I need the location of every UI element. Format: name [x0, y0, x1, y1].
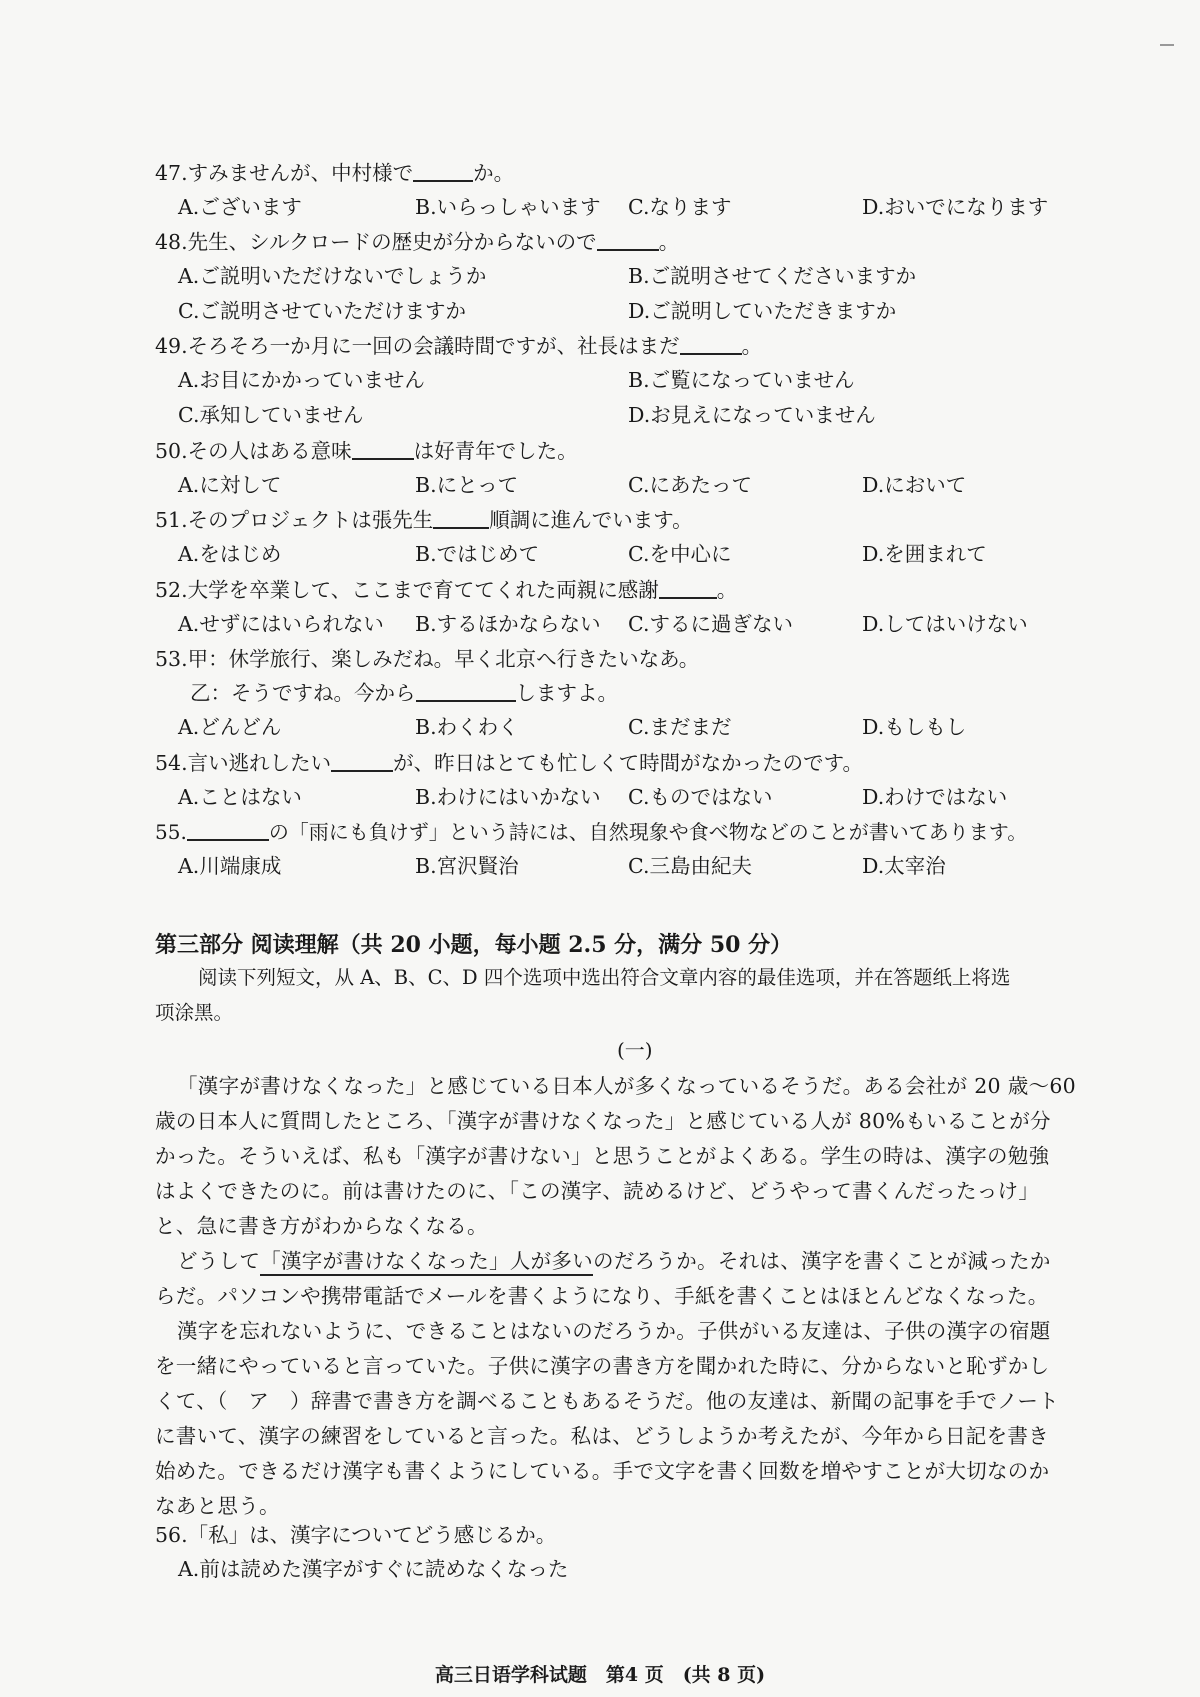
question-47-stem: 47.すみませんが、中村様で — [155, 161, 414, 185]
option-54-c: C.ものではない — [628, 785, 773, 809]
option-51-c: C.を中心に — [628, 542, 732, 566]
section-title: 第三部分 阅读理解（共 20 小题，每小题 2.5 分，满分 50 分） — [155, 932, 793, 958]
option-54-a: A.ことはない — [178, 785, 302, 809]
answer-blank — [413, 180, 473, 182]
option-48-b: B.ご説明させてくださいますか — [628, 264, 917, 288]
section-instructions-cont: 项涂黑。 — [155, 1001, 234, 1024]
passage-line: と、急に書き方がわからなくなる。 — [155, 1214, 488, 1238]
passage-line: らだ。パソコンや携帯電話でメールを書くようになり、手紙を書くことはほとんどなくなった。 — [155, 1284, 1049, 1308]
option-55-a: A.川端康成 — [178, 854, 282, 878]
question-56: 56.「私」は、漢字についてどう感じるか。 — [155, 1523, 557, 1547]
question-50-stem-end: は好青年でした。 — [413, 439, 578, 463]
section-instructions: 阅读下列短文，从 A、B、C、D 四个选项中选出符合文章内容的最佳选项，并在答题纸上将选 — [198, 966, 1011, 989]
option-53-d: D.もしもし — [862, 715, 967, 739]
option-50-c: C.にあたって — [628, 473, 752, 497]
answer-blank — [416, 700, 516, 702]
option-54-d: D.わけではない — [862, 785, 1008, 809]
option-52-b: B.するほかならない — [415, 612, 601, 636]
option-53-c: C.まだまだ — [628, 715, 732, 739]
question-52 — [155, 580, 737, 601]
option-54-b: B.わけにはいかない — [415, 785, 601, 809]
answer-blank — [680, 353, 742, 355]
option-55-d: D.太宰治 — [862, 854, 946, 878]
option-56-a: A.前は読めた漢字がすぐに読めなくなった — [178, 1557, 569, 1581]
option-49-c: C.承知していません — [178, 403, 364, 427]
passage-text: どうして — [177, 1249, 261, 1273]
question-49-stem: 49.そろそろ一か月に一回の会議時間ですが、社長はまだ — [155, 334, 680, 358]
option-50-d: D.において — [862, 473, 967, 497]
question-53-line2 — [190, 683, 618, 704]
passage-line: はよくできたのに。前は書けたのに、「この漢字、読めるけど、どうやって書くんだったっけ」 — [155, 1179, 1040, 1203]
option-49-d: D.お見えになっていません — [628, 403, 876, 427]
option-47-d: D.おいでになります — [862, 195, 1049, 219]
option-50-a: A.に対して — [178, 473, 282, 497]
option-51-a: A.をはじめ — [178, 542, 282, 566]
question-51 — [155, 510, 693, 531]
option-53-a: A.どんどん — [178, 715, 282, 739]
question-51-stem: 51.そのプロジェクトは張先生 — [155, 508, 434, 532]
corner-mark — [1160, 44, 1174, 46]
option-52-d: D.してはいけない — [862, 612, 1028, 636]
passage-line — [177, 1244, 1051, 1274]
question-49 — [155, 336, 762, 357]
question-51-stem-end: 順調に進んでいます。 — [489, 508, 693, 532]
option-53-b: B.わくわく — [415, 715, 519, 739]
option-49-a: A.お目にかかっていません — [178, 368, 425, 392]
option-47-b: B.いらっしゃいます — [415, 195, 601, 219]
question-50 — [155, 441, 578, 462]
option-52-a: A.せずにはいられない — [178, 612, 384, 636]
option-50-b: B.にとって — [415, 473, 519, 497]
passage-label: (一) — [617, 1038, 653, 1062]
answer-blank — [352, 458, 414, 460]
underlined-phrase: 「漢字が書けなくなった」人が多い — [260, 1249, 593, 1276]
option-47-c: C.なります — [628, 195, 732, 219]
option-52-c: C.するに過ぎない — [628, 612, 793, 636]
question-53-stem: 乙：そうですね。今から — [190, 681, 416, 705]
question-55-number: 55. — [155, 820, 187, 844]
option-48-c: C.ご説明させていただけますか — [178, 299, 466, 323]
answer-blank — [187, 839, 269, 841]
question-52-stem-end: 。 — [716, 578, 738, 602]
answer-blank — [659, 597, 717, 599]
option-48-d: D.ご説明していただきますか — [628, 299, 897, 323]
question-47-stem-end: か。 — [473, 161, 515, 185]
question-55-stem: の「雨にも負けず」という詩には、自然現象や食べ物などのことが書いてあります。 — [268, 820, 1028, 844]
question-48-stem: 48.先生、シルクロードの歴史が分からないので — [155, 230, 597, 254]
option-55-c: C.三島由紀夫 — [628, 854, 752, 878]
passage-line: に書いて、漢字の練習をしていると言った。私は、どうしようか考えたが、今年から日記を書き — [155, 1424, 1049, 1448]
answer-blank — [433, 527, 489, 529]
passage-line: 「漢字が書けなくなった」と感じている日本人が多くなっているそうだ。ある会社が 20 歳～60 — [177, 1074, 1077, 1098]
passage-line: 歳の日本人に質問したところ、「漢字が書けなくなった」と感じている人が 80%もいることが分 — [155, 1109, 1051, 1133]
question-54-stem-end: が、昨日はとても忙しくて時間がなかったのです。 — [393, 751, 863, 775]
passage-text: のだろうか。それは、漢字を書くことが減ったか — [593, 1249, 1051, 1273]
answer-blank — [331, 770, 393, 772]
passage-line: なあと思う。 — [155, 1494, 280, 1518]
question-48-stem-end: 。 — [658, 230, 680, 254]
option-48-a: A.ご説明いただけないでしょうか — [178, 264, 487, 288]
page-footer: 高三日语学科试题 第4 页 (共 8 页) — [434, 1664, 766, 1686]
option-47-a: A.ございます — [178, 195, 302, 219]
passage-line: 漢字を忘れないように、できることはないのだろうか。子供がいる友達は、子供の漢字の宿題 — [177, 1319, 1051, 1343]
passage-line: くて、（ ア ）辞書で書き方を調べることもあるそうだ。他の友達は、新聞の記事を手でノート — [155, 1389, 1059, 1413]
question-48 — [155, 232, 679, 253]
question-53: 53.甲：休学旅行、楽しみだね。早く北京へ行きたいなあ。 — [155, 647, 700, 671]
option-51-d: D.を囲まれて — [862, 542, 987, 566]
question-54 — [155, 753, 863, 774]
question-53-stem-end: しますよ。 — [515, 681, 618, 705]
question-49-stem-end: 。 — [741, 334, 763, 358]
question-52-stem: 52.大学を卒業して、ここまで育ててくれた両親に感謝 — [155, 578, 659, 602]
option-49-b: B.ご覧になっていません — [628, 368, 855, 392]
passage-line: を一緒にやっていると言っていた。子供に漢字の書き方を聞かれた時に、分からないと恥ずかし — [155, 1354, 1050, 1378]
passage-line: 始めた。できるだけ漢字も書くようにしている。手で文字を書く回数を増やすことが大切なのか — [155, 1459, 1050, 1483]
question-54-stem: 54.言い逃れしたい — [155, 751, 332, 775]
question-47 — [155, 163, 514, 184]
option-55-b: B.宮沢賢治 — [415, 854, 519, 878]
answer-blank — [597, 249, 659, 251]
passage-line: かった。そういえば、私も「漢字が書けない」と思うことがよくある。学生の時は、漢字の勉強 — [155, 1144, 1050, 1168]
option-51-b: B.ではじめて — [415, 542, 540, 566]
question-50-stem: 50.その人はある意味 — [155, 439, 352, 463]
question-55 — [155, 822, 1027, 842]
